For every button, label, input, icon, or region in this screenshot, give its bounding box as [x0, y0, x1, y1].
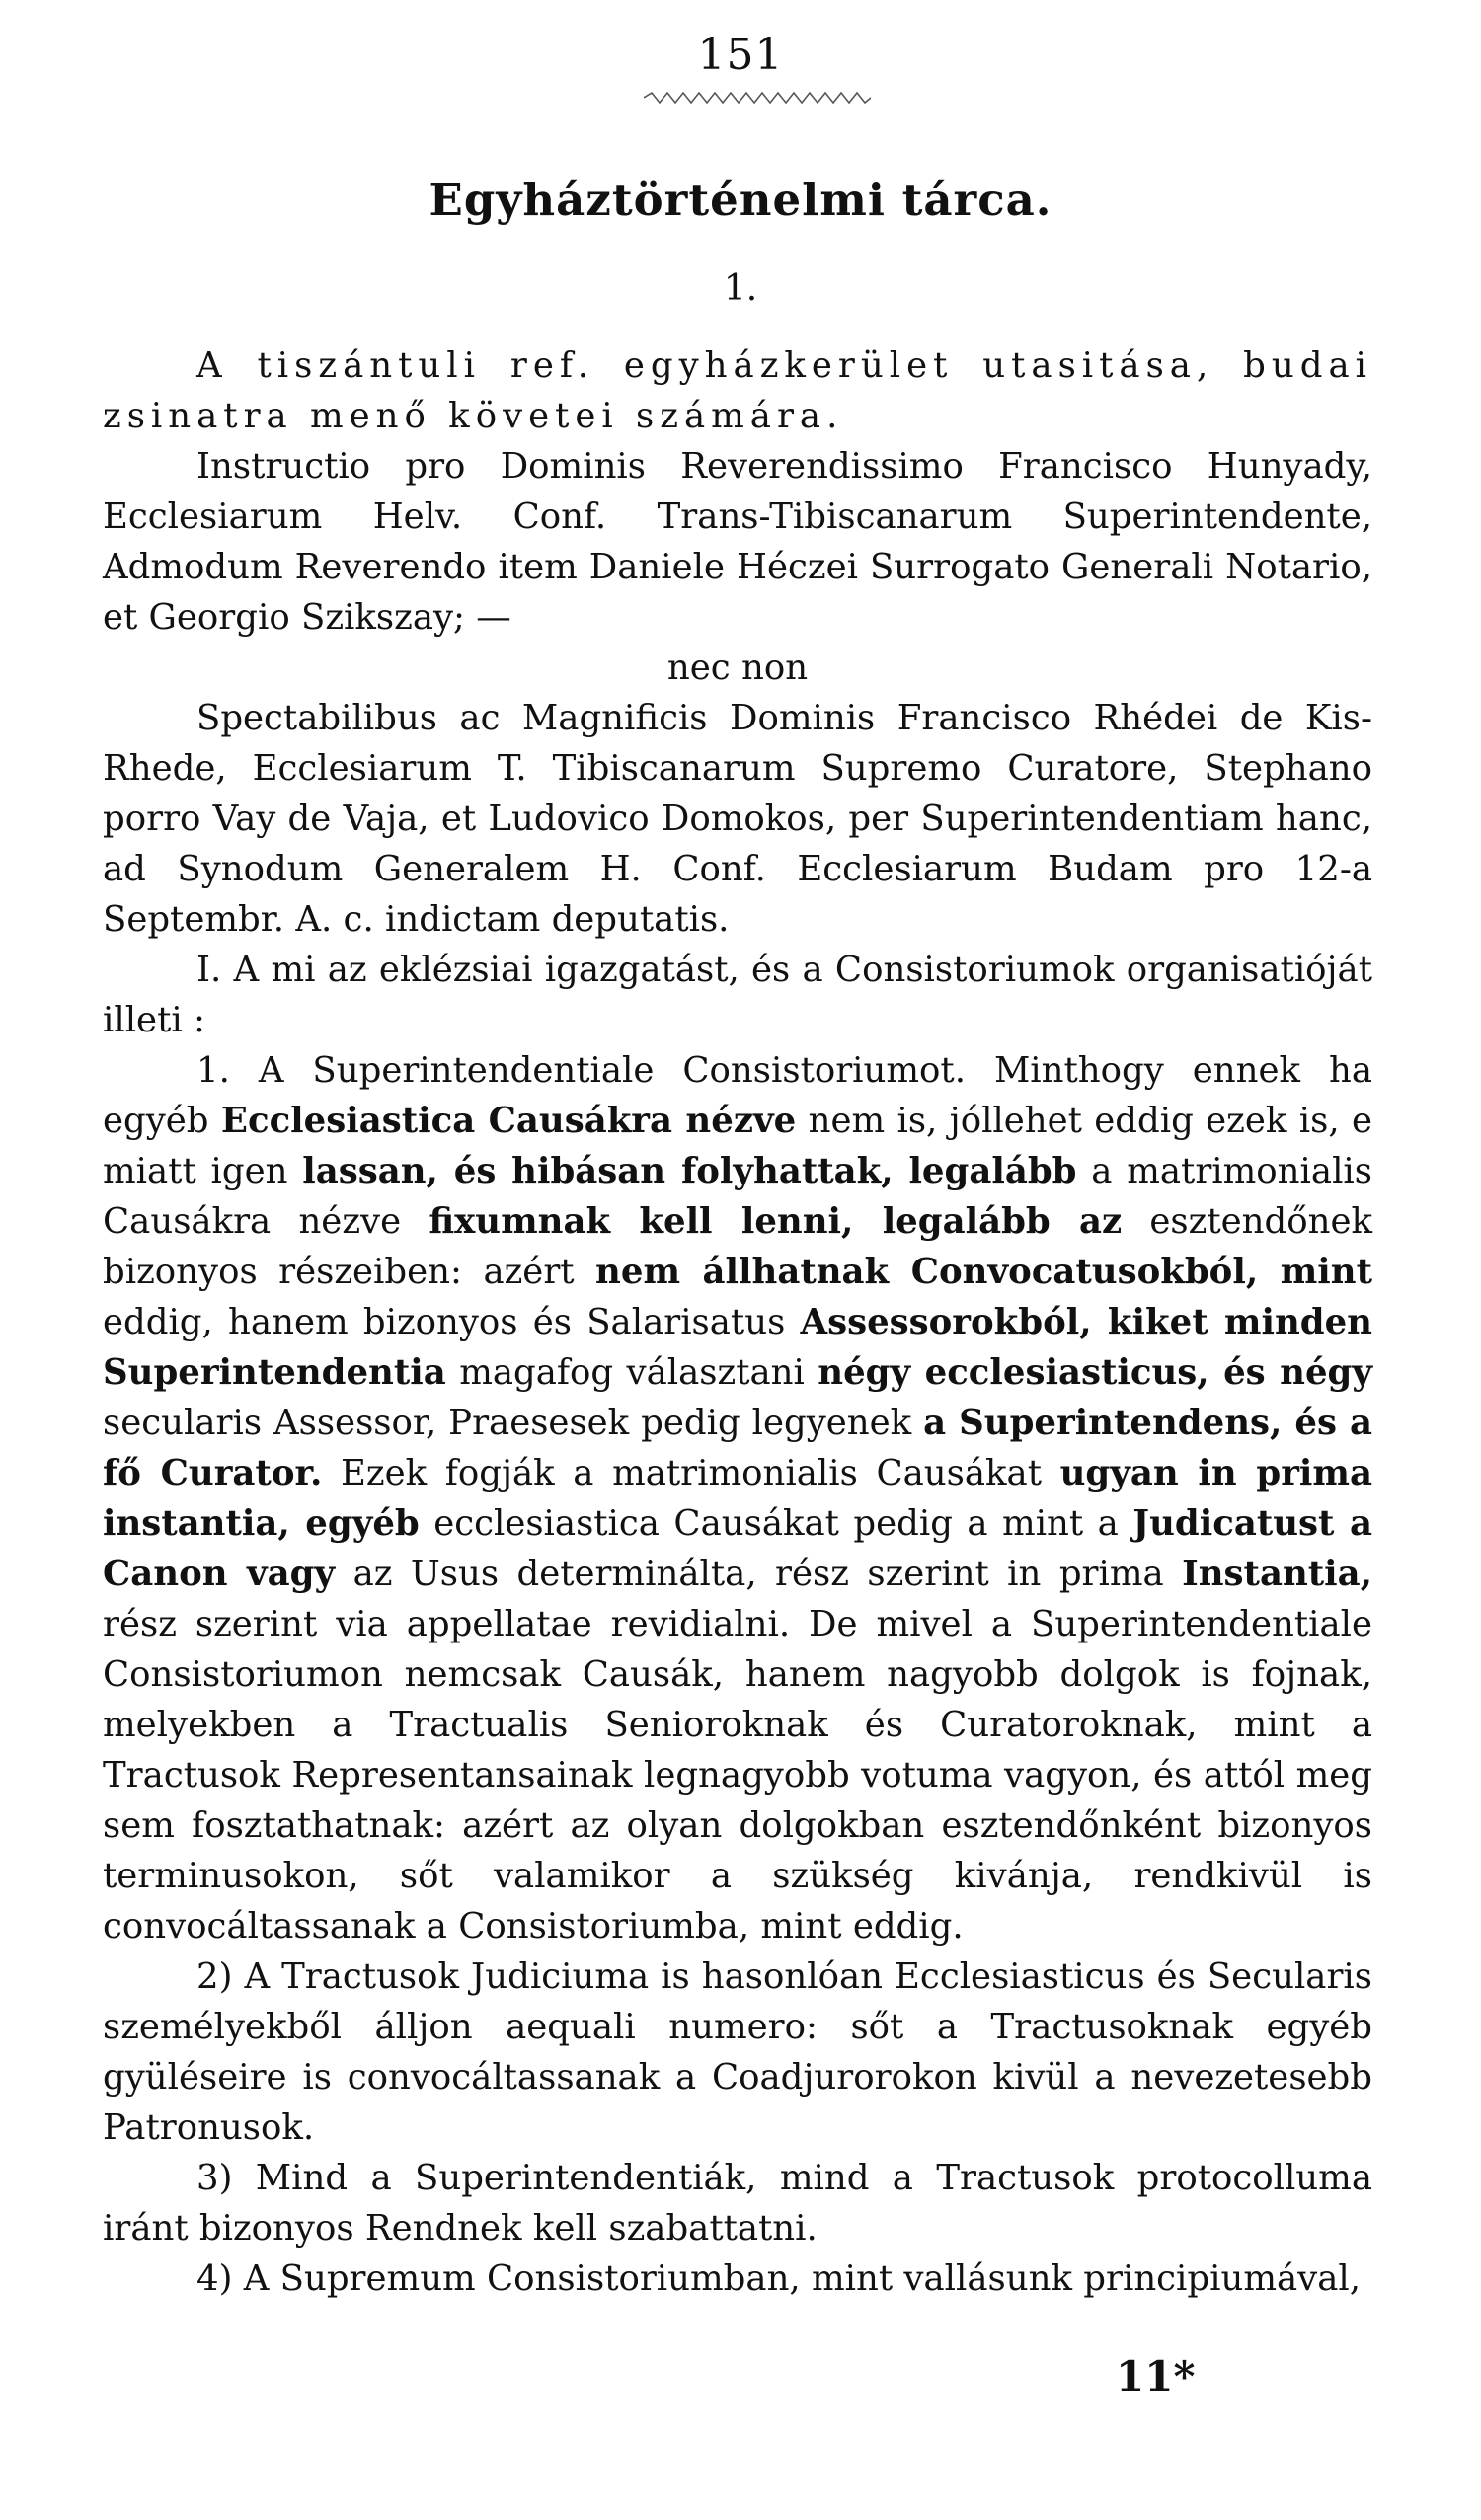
paragraph-protocolluma: 3) Mind a Superintendentiák, mind a Tractusok protocolluma iránt bizonyos Rendnek kell szabattatni. — [103, 2158, 1372, 2249]
section-title: Egyháztörténelmi tárca. — [429, 174, 1052, 226]
text-segment: secularis Assessor, Praesesek pedig legyenek — [103, 1403, 912, 1443]
page-number: 151 — [697, 30, 784, 80]
bold-segment: Instantia, — [1182, 1554, 1372, 1594]
bold-segment: nem állhatnak Convocatusokból, mint — [595, 1252, 1372, 1292]
text-segment: rész szerint via appellatae revidialni. De mivel a Superintendentiale Consistoriumon nemcsak Causák, hanem nagyobb dolgok is fojnak, melyekben a Tractualis Senioroknak és Curatoroknak, mint a Tractusok Representansainak legnagyobb votuma vagyon, és attól meg sem fosztathatnak: azért az olyan dolgokban esztendőnként bizonyos terminusokon, sőt valamikor a szükség kivánja, rendkivül is convocáltassanak a Consistoriumba, mint eddig. — [103, 1604, 1372, 1947]
bold-segment: ugyan in prima instantia, egyéb — [103, 1453, 1372, 1544]
signature-mark: 11* — [1116, 2352, 1196, 2401]
bold-segment: négy ecclesiasticus, és négy — [818, 1352, 1372, 1393]
paragraph-consistorium — [103, 1045, 1372, 1951]
decorative-rule-icon — [644, 91, 871, 105]
text-segment: 1. A Superintendentiale Consistoriumot. Minthogy ennek ha egyéb — [103, 1050, 1372, 1141]
text-segment: az Usus determinálta, rész szerint in prima — [352, 1554, 1164, 1594]
bold-segment: lassan, és hibásan folyhattak, legalább — [302, 1151, 1077, 1191]
heading-line: A tiszántuli ref. egyházkerület utasitása, budai zsinatra menő követei számára. — [103, 345, 1372, 436]
text-segment: esztendőnek bizonyos részeiben: azért — [103, 1201, 1372, 1292]
text-segment: eddig, hanem bizonyos és Salarisatus — [103, 1302, 786, 1342]
article-number: 1. — [723, 268, 758, 309]
article-body — [103, 341, 1372, 2304]
bold-segment: Judicatust a Canon vagy — [103, 1503, 1372, 1594]
text-segment: magafog választani — [459, 1352, 805, 1393]
text-segment: Ezek fogják a matrimonialis Causákat — [340, 1453, 1042, 1493]
bold-segment: Assessorokból, kiket minden Superintendentia — [103, 1302, 1372, 1393]
paragraph-supremum-consistorium: 4) A Supremum Consistoriumban, mint vallásunk principiumával, — [196, 2258, 1362, 2299]
text-segment: ecclesiastica Causákat pedig a mint a — [433, 1503, 1119, 1544]
paragraph-tractusok-judiciuma: 2) A Tractusok Judiciuma is hasonlóan Ecclesiasticus és Secularis személyekből álljon aequali numero: sőt a Tractusoknak egyéb gyüléseire is convocáltassanak a Coadjurorokon kivül a nevezetesebb Patronusok. — [103, 1956, 1372, 2148]
text-segment: nem is, jóllehet eddig ezek is, e miatt igen — [103, 1101, 1372, 1191]
paragraph-instructio: Instructio pro Dominis Reverendissimo Francisco Hunyady, Ecclesiarum Helv. Conf. Trans-Tibiscanarum Superintendente, Admodum Reverendo item Daniele Héczei Surrogato Generali Notario, et Georgio Szikszay; — — [103, 446, 1372, 638]
bold-segment: a Superintendens, és a fő Curator. — [103, 1403, 1372, 1493]
paragraph-spectabilibus: Spectabilibus ac Magnificis Dominis Francisco Rhédei de Kis-Rhede, Ecclesiarum T. Tibiscanarum Supremo Curatore, Stephano porro Vay de Vaja, et Ludovico Domokos, per Superintendentiam hanc, ad Synodum Generalem H. Conf. Ecclesiarum Budam pro 12-a Septembr. A. c. indictam deputatis. — [103, 698, 1372, 940]
text-segment: a matrimonialis Causákra nézve — [103, 1151, 1372, 1242]
bold-segment: fixumnak kell lenni, legalább az — [429, 1201, 1123, 1242]
paragraph-nec-non: nec non — [666, 648, 809, 688]
bold-segment: Ecclesiastica Causákra nézve — [220, 1101, 797, 1141]
paragraph-section-one: I. A mi az eklézsiai igazgatást, és a Consistoriumok organisatióját illeti : — [103, 950, 1372, 1040]
